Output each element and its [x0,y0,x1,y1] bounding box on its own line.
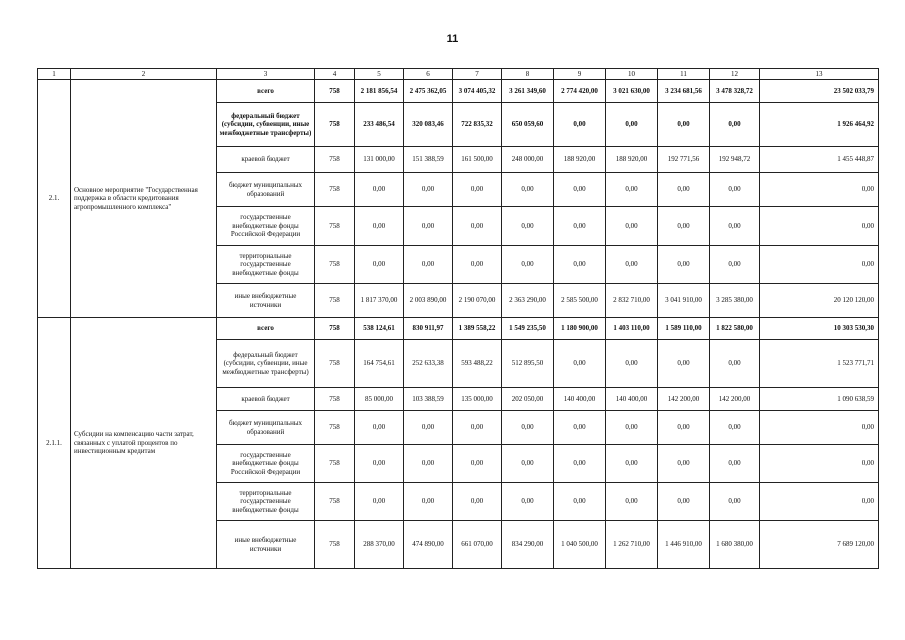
amount-cell: 0,00 [355,246,404,284]
amount-cell: 0,00 [554,445,606,483]
amount-cell: 7 689 120,00 [760,521,879,569]
amount-cell: 1 817 370,00 [355,284,404,318]
amount-cell: 3 478 328,72 [710,80,760,103]
amount-cell: 0,00 [658,340,710,388]
admin-code: 758 [315,445,355,483]
amount-cell: 164 754,61 [355,340,404,388]
amount-cell: 0,00 [710,246,760,284]
amount-cell: 1 523 771,71 [760,340,879,388]
amount-cell: 161 500,00 [453,147,502,173]
amount-cell: 0,00 [404,483,453,521]
amount-cell: 0,00 [606,340,658,388]
header-cell: 9 [554,69,606,80]
amount-cell: 202 050,00 [502,388,554,411]
admin-code: 758 [315,80,355,103]
funding-source: территориальные государственные внебюджетные фонды [217,246,315,284]
amount-cell: 474 890,00 [404,521,453,569]
amount-cell: 0,00 [606,246,658,284]
amount-cell: 10 303 530,30 [760,318,879,340]
amount-cell: 830 911,97 [404,318,453,340]
amount-cell: 1 389 558,22 [453,318,502,340]
funding-source: территориальные государственные внебюджетные фонды [217,483,315,521]
amount-cell: 0,00 [502,207,554,246]
admin-code: 758 [315,318,355,340]
amount-cell: 140 400,00 [606,388,658,411]
amount-cell: 1 262 710,00 [606,521,658,569]
amount-cell: 0,00 [658,411,710,445]
amount-cell: 3 021 630,00 [606,80,658,103]
amount-cell: 188 920,00 [554,147,606,173]
amount-cell: 1 822 580,00 [710,318,760,340]
header-cell: 10 [606,69,658,80]
amount-cell: 0,00 [554,340,606,388]
amount-cell: 0,00 [554,246,606,284]
amount-cell: 0,00 [658,103,710,147]
amount-cell: 320 083,46 [404,103,453,147]
admin-code: 758 [315,521,355,569]
amount-cell: 0,00 [502,445,554,483]
amount-cell: 0,00 [710,207,760,246]
header-cell: 3 [217,69,315,80]
amount-cell: 0,00 [658,207,710,246]
admin-code: 758 [315,388,355,411]
header-cell: 11 [658,69,710,80]
admin-code: 758 [315,207,355,246]
amount-cell: 0,00 [502,411,554,445]
amount-cell: 2 003 890,00 [404,284,453,318]
amount-cell: 0,00 [453,173,502,207]
amount-cell: 0,00 [710,483,760,521]
amount-cell: 0,00 [453,246,502,284]
amount-cell: 0,00 [658,483,710,521]
amount-cell: 1 926 464,92 [760,103,879,147]
amount-cell: 722 835,32 [453,103,502,147]
amount-cell: 23 502 033,79 [760,80,879,103]
header-cell: 12 [710,69,760,80]
amount-cell: 1 040 500,00 [554,521,606,569]
amount-cell: 0,00 [554,103,606,147]
amount-cell: 0,00 [355,445,404,483]
amount-cell: 135 000,00 [453,388,502,411]
page-number: 11 [446,33,459,45]
amount-cell: 0,00 [404,246,453,284]
amount-cell: 0,00 [453,483,502,521]
amount-cell: 0,00 [453,207,502,246]
funding-source: всего [217,318,315,340]
table-row [38,318,879,340]
amount-cell: 142 200,00 [658,388,710,411]
amount-cell: 0,00 [502,483,554,521]
funding-source: государственные внебюджетные фонды Российской Федерации [217,207,315,246]
amount-cell: 0,00 [760,445,879,483]
amount-cell: 1 180 900,00 [554,318,606,340]
amount-cell: 0,00 [606,207,658,246]
amount-cell: 2 363 290,00 [502,284,554,318]
amount-cell: 131 000,00 [355,147,404,173]
funding-source: всего [217,80,315,103]
amount-cell: 0,00 [658,246,710,284]
amount-cell: 1 680 380,00 [710,521,760,569]
header-cell: 5 [355,69,404,80]
amount-cell: 0,00 [502,246,554,284]
amount-cell: 0,00 [760,411,879,445]
funding-source: федеральный бюджет (субсидии, субвенции, иные межбюджетные трансферты) [217,340,315,388]
amount-cell: 0,00 [502,173,554,207]
amount-cell: 151 388,59 [404,147,453,173]
amount-cell: 0,00 [606,411,658,445]
amount-cell: 834 290,00 [502,521,554,569]
amount-cell: 20 120 120,00 [760,284,879,318]
amount-cell: 661 070,00 [453,521,502,569]
amount-cell: 3 261 349,60 [502,80,554,103]
amount-cell: 2 475 362,05 [404,80,453,103]
header-cell: 7 [453,69,502,80]
amount-cell: 0,00 [606,103,658,147]
amount-cell: 0,00 [554,207,606,246]
funding-source: краевой бюджет [217,388,315,411]
amount-cell: 0,00 [453,411,502,445]
amount-cell: 3 041 910,00 [658,284,710,318]
amount-cell: 0,00 [355,411,404,445]
amount-cell: 0,00 [355,173,404,207]
amount-cell: 1 455 448,87 [760,147,879,173]
amount-cell: 2 832 710,00 [606,284,658,318]
admin-code: 758 [315,147,355,173]
header-cell: 13 [760,69,879,80]
amount-cell: 0,00 [606,445,658,483]
amount-cell: 140 400,00 [554,388,606,411]
funding-source: иные внебюджетные источники [217,284,315,318]
admin-code: 758 [315,483,355,521]
admin-code: 758 [315,284,355,318]
amount-cell: 103 388,59 [404,388,453,411]
amount-cell: 2 585 500,00 [554,284,606,318]
amount-cell: 512 895,50 [502,340,554,388]
amount-cell: 0,00 [355,483,404,521]
measure-code: 2.1.1. [38,318,71,569]
funding-source: государственные внебюджетные фонды Российской Федерации [217,445,315,483]
amount-cell: 0,00 [404,445,453,483]
budget-table [37,68,879,569]
amount-cell: 0,00 [710,340,760,388]
amount-cell: 0,00 [710,411,760,445]
amount-cell: 0,00 [355,207,404,246]
amount-cell: 2 181 856,54 [355,80,404,103]
amount-cell: 1 549 235,50 [502,318,554,340]
amount-cell: 233 486,54 [355,103,404,147]
amount-cell: 0,00 [404,207,453,246]
amount-cell: 3 074 405,32 [453,80,502,103]
header-cell: 8 [502,69,554,80]
admin-code: 758 [315,246,355,284]
amount-cell: 1 090 638,59 [760,388,879,411]
amount-cell: 0,00 [760,483,879,521]
amount-cell: 0,00 [760,207,879,246]
admin-code: 758 [315,103,355,147]
amount-cell: 3 234 681,56 [658,80,710,103]
measure-name: Основное мероприятие "Государственная поддержка в области кредитования агропромышленного комплекса" [71,80,217,318]
amount-cell: 1 446 910,00 [658,521,710,569]
funding-source: краевой бюджет [217,147,315,173]
amount-cell: 0,00 [606,483,658,521]
amount-cell: 2 190 070,00 [453,284,502,318]
funding-source: иные внебюджетные источники [217,521,315,569]
amount-cell: 0,00 [554,411,606,445]
amount-cell: 0,00 [760,246,879,284]
amount-cell: 192 771,56 [658,147,710,173]
amount-cell: 0,00 [404,173,453,207]
amount-cell: 593 488,22 [453,340,502,388]
amount-cell: 0,00 [404,411,453,445]
amount-cell: 0,00 [606,173,658,207]
amount-cell: 0,00 [760,173,879,207]
measure-code: 2.1. [38,80,71,318]
admin-code: 758 [315,340,355,388]
amount-cell: 2 774 420,00 [554,80,606,103]
amount-cell: 288 370,00 [355,521,404,569]
amount-cell: 85 000,00 [355,388,404,411]
funding-source: федеральный бюджет (субсидии, субвенции, иные межбюджетные трансферты) [217,103,315,147]
amount-cell: 248 000,00 [502,147,554,173]
amount-cell: 0,00 [710,173,760,207]
amount-cell: 3 285 380,00 [710,284,760,318]
amount-cell: 650 059,60 [502,103,554,147]
amount-cell: 142 200,00 [710,388,760,411]
table-row [38,80,879,103]
amount-cell: 0,00 [453,445,502,483]
funding-source: бюджет муниципальных образований [217,173,315,207]
amount-cell: 188 920,00 [606,147,658,173]
amount-cell: 0,00 [658,173,710,207]
admin-code: 758 [315,173,355,207]
header-cell: 1 [38,69,71,80]
amount-cell: 1 403 110,00 [606,318,658,340]
amount-cell: 0,00 [554,173,606,207]
funding-source: бюджет муниципальных образований [217,411,315,445]
amount-cell: 1 589 110,00 [658,318,710,340]
header-cell: 6 [404,69,453,80]
measure-name: Субсидии на компенсацию части затрат, связанных с уплатой процентов по инвестиционным кредитам [71,318,217,569]
amount-cell: 0,00 [554,483,606,521]
header-row [38,69,879,80]
amount-cell: 252 633,38 [404,340,453,388]
header-cell: 4 [315,69,355,80]
amount-cell: 0,00 [658,445,710,483]
admin-code: 758 [315,411,355,445]
header-cell: 2 [71,69,217,80]
amount-cell: 538 124,61 [355,318,404,340]
amount-cell: 0,00 [710,445,760,483]
amount-cell: 0,00 [710,103,760,147]
amount-cell: 192 948,72 [710,147,760,173]
